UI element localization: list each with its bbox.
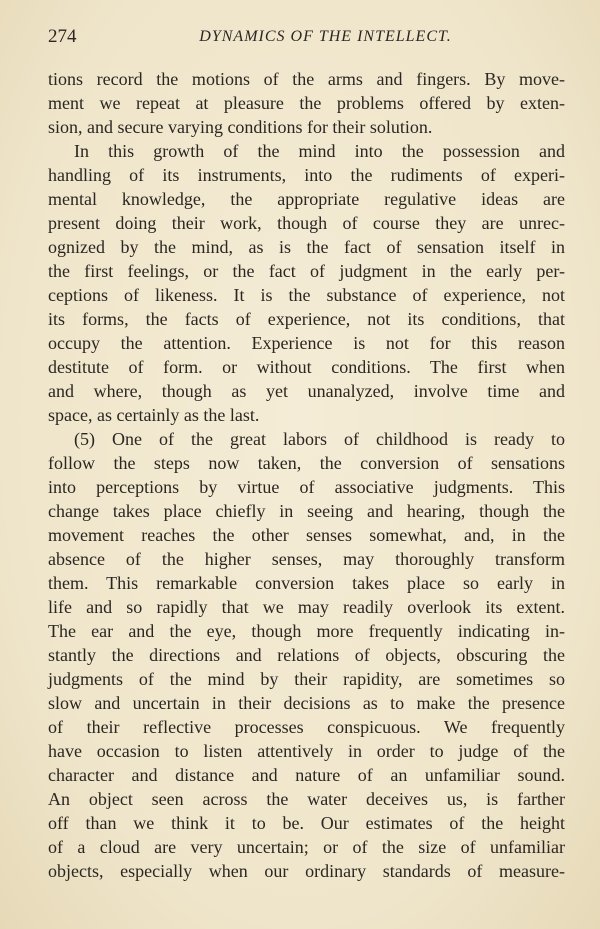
text-line: change takes place chiefly in seeing and hearing, though the (48, 501, 565, 521)
text-line: The ear and the eye, though more frequently indicating in- (48, 621, 565, 641)
text-line: present doing their work, though of course they are unrec- (48, 213, 565, 233)
text-line: into perceptions by virtue of associative judgments. This (48, 477, 565, 497)
text-line: character and distance and nature of an unfamiliar sound. (48, 765, 565, 785)
running-title: DYNAMICS OF THE INTELLECT. (199, 28, 452, 45)
page-number: 274 (48, 26, 77, 47)
paragraph (48, 139, 565, 427)
text-line: occupy the attention. Experience is not for this reason (48, 333, 565, 353)
text-line: An object seen across the water deceives us, is farther (48, 789, 565, 809)
text-line: off than we think it to be. Our estimates of the height (48, 813, 565, 833)
paragraph (48, 427, 565, 883)
text-line: the first feelings, or the fact of judgment in the early per- (48, 261, 565, 281)
body-text (48, 67, 565, 883)
text-line: stantly the directions and relations of objects, obscuring the (48, 645, 565, 665)
page-header (48, 26, 565, 52)
text-line: ment we repeat at pleasure the problems offered by exten- (48, 93, 565, 113)
text-line: absence of the higher senses, may thoroughly transform (48, 549, 565, 569)
text-line: objects, especially when our ordinary standards of measure- (48, 861, 565, 881)
text-line: sion, and secure varying conditions for their solution. (48, 117, 433, 137)
text-line: follow the steps now taken, the conversion of sensations (48, 453, 565, 473)
text-line: of a cloud are very uncertain; or of the size of unfamiliar (48, 837, 565, 857)
text-line: handling of its instruments, into the rudiments of experi- (48, 165, 565, 185)
paragraph (48, 67, 565, 139)
text-line: life and so rapidly that we may readily overlook its extent. (48, 597, 565, 617)
text-line: destitute of form. or without conditions. The first when (48, 357, 565, 377)
text-line: and where, though as yet unanalyzed, involve time and (48, 381, 565, 401)
text-line: tions record the motions of the arms and fingers. By move- (48, 69, 565, 89)
text-line: its forms, the facts of experience, not its conditions, that (48, 309, 565, 329)
text-line: of their reflective processes conspicuous. We frequently (48, 717, 565, 737)
text-line: them. This remarkable conversion takes place so early in (48, 573, 565, 593)
text-line: have occasion to listen attentively in order to judge of the (48, 741, 565, 761)
text-line: judgments of the mind by their rapidity, are sometimes so (48, 669, 565, 689)
text-line: slow and uncertain in their decisions as to make the presence (48, 693, 565, 713)
text-line: (5) One of the great labors of childhood is ready to (74, 429, 565, 449)
text-line: ognized by the mind, as is the fact of sensation itself in (48, 237, 565, 257)
text-line: mental knowledge, the appropriate regulative ideas are (48, 189, 565, 209)
text-line: space, as certainly as the last. (48, 405, 260, 425)
text-line: In this growth of the mind into the possession and (74, 141, 565, 161)
text-line: movement reaches the other senses somewhat, and, in the (48, 525, 565, 545)
text-line: ceptions of likeness. It is the substance of experience, not (48, 285, 565, 305)
